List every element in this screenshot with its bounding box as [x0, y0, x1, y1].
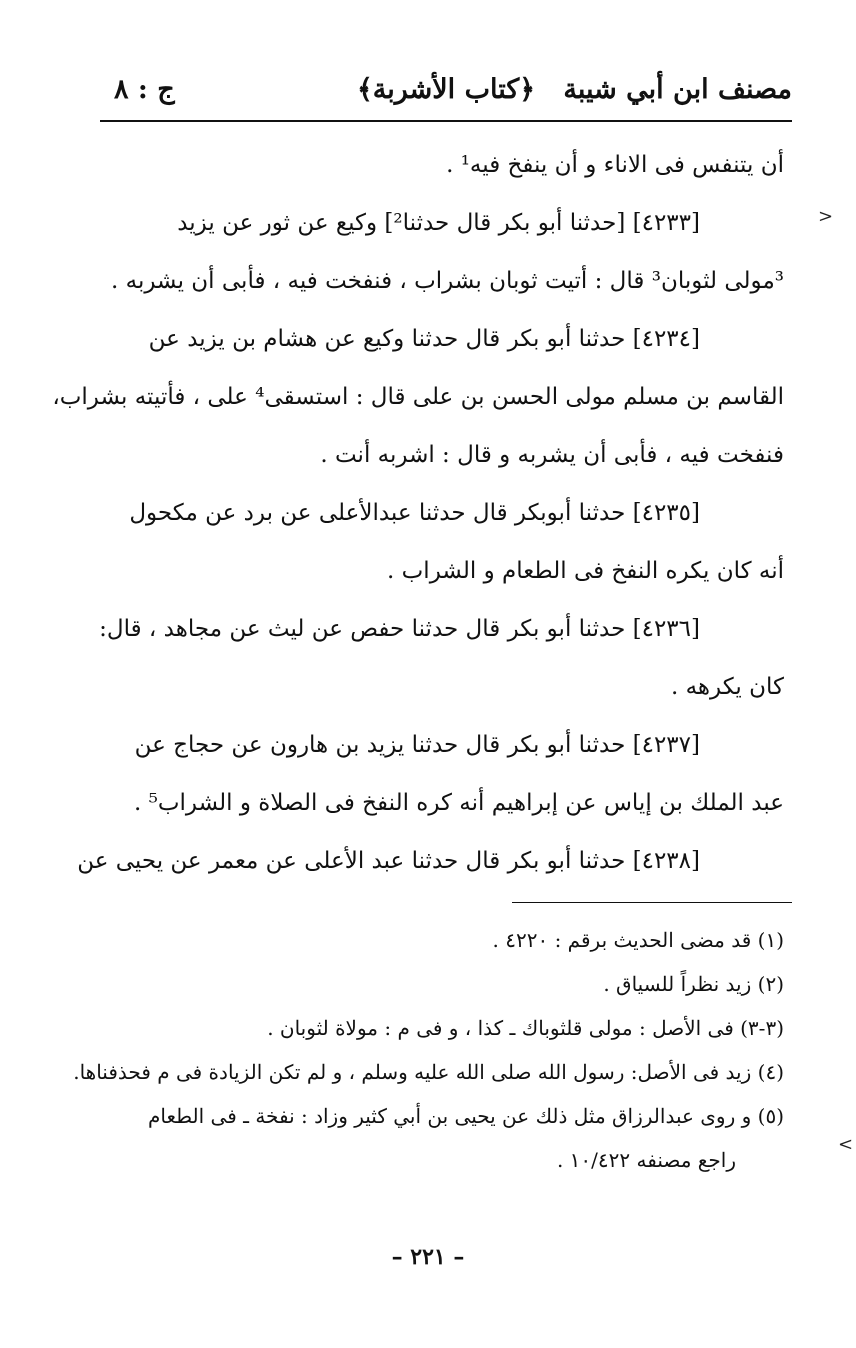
text-line: [٤٢٣٣] [حدثنا أبو بكر قال حدثنا²] وكيع عن ثور عن يزيد: [177, 210, 700, 236]
text-line: كان يكرهه .: [670, 674, 784, 700]
footnote: (٤) زيد فى الأصل: رسول الله صلى الله عليه وسلم ، و لم تكن الزيادة فى م فحذفناها.: [73, 1060, 784, 1084]
footnotes: [73, 918, 784, 1182]
footnote-continuation: راجع مصنفه ١٠/٤٢٢ .: [556, 1148, 736, 1172]
text-line: [٤٢٣٨] حدثنا أبو بكر قال حدثنا عبد الأعلى عن معمر عن يحيى عن: [77, 848, 700, 874]
header-rule: [100, 120, 792, 122]
text-line: أن يتنفس فى الاناء و أن ينفخ فيه¹ .: [446, 152, 784, 178]
margin-mark-icon: >: [818, 206, 834, 227]
text-line: [٤٢٣٤] حدثنا أبو بكر قال حدثنا وكيع عن هشام بن يزيد عن: [148, 326, 700, 352]
text-line: عبد الملك بن إياس عن إبراهيم أنه كره النفخ فى الصلاة و الشراب⁵ .: [134, 790, 784, 816]
footnote: (٢) زيد نظراً للسياق .: [603, 972, 784, 996]
text-line: ³مولى لثوبان³ قال : أتيت ثوبان بشراب ، فنفخت فيه ، فأبى أن يشربه .: [111, 268, 784, 294]
footnote: (٣-٣) فى الأصل : مولى قلثوباك ـ كذا ، و فى م : مولاة لثوبان .: [267, 1016, 784, 1040]
page-header: [100, 66, 792, 118]
footnote: (١) قد مضى الحديث برقم : ٤٢٢٠ .: [492, 928, 784, 952]
chapter-title: ﴿كتاب الأشربة﴾: [356, 74, 536, 105]
page-number: – ٢٢١ –: [391, 1244, 465, 1270]
text-line: [٤٢٣٦] حدثنا أبو بكر قال حدثنا حفص عن ليث عن مجاهد ، قال:: [99, 616, 700, 642]
margin-mark-icon: <: [838, 1134, 854, 1155]
text-line: فنفخت فيه ، فأبى أن يشربه و قال : اشربه أنت .: [320, 442, 784, 468]
text-line: أنه كان يكره النفخ فى الطعام و الشراب .: [387, 558, 784, 584]
volume-number: ج : ٨: [114, 74, 175, 105]
text-line: [٤٢٣٥] حدثنا أبوبكر قال حدثنا عبدالأعلى عن برد عن مكحول: [129, 500, 700, 526]
book-title: مصنف ابن أبي شيبة: [563, 74, 792, 105]
footnote: (٥) و روى عبدالرزاق مثل ذلك عن يحيى بن أبي كثير وزاد : نفخة ـ فى الطعام: [147, 1104, 784, 1128]
footnote-rule: [512, 902, 792, 903]
main-text: [52, 136, 784, 890]
text-line: القاسم بن مسلم مولى الحسن بن على قال : استسقى⁴ على ، فأتيته بشراب،: [52, 384, 784, 410]
text-line: [٤٢٣٧] حدثنا أبو بكر قال حدثنا يزيد بن هارون عن حجاج عن: [134, 732, 700, 758]
